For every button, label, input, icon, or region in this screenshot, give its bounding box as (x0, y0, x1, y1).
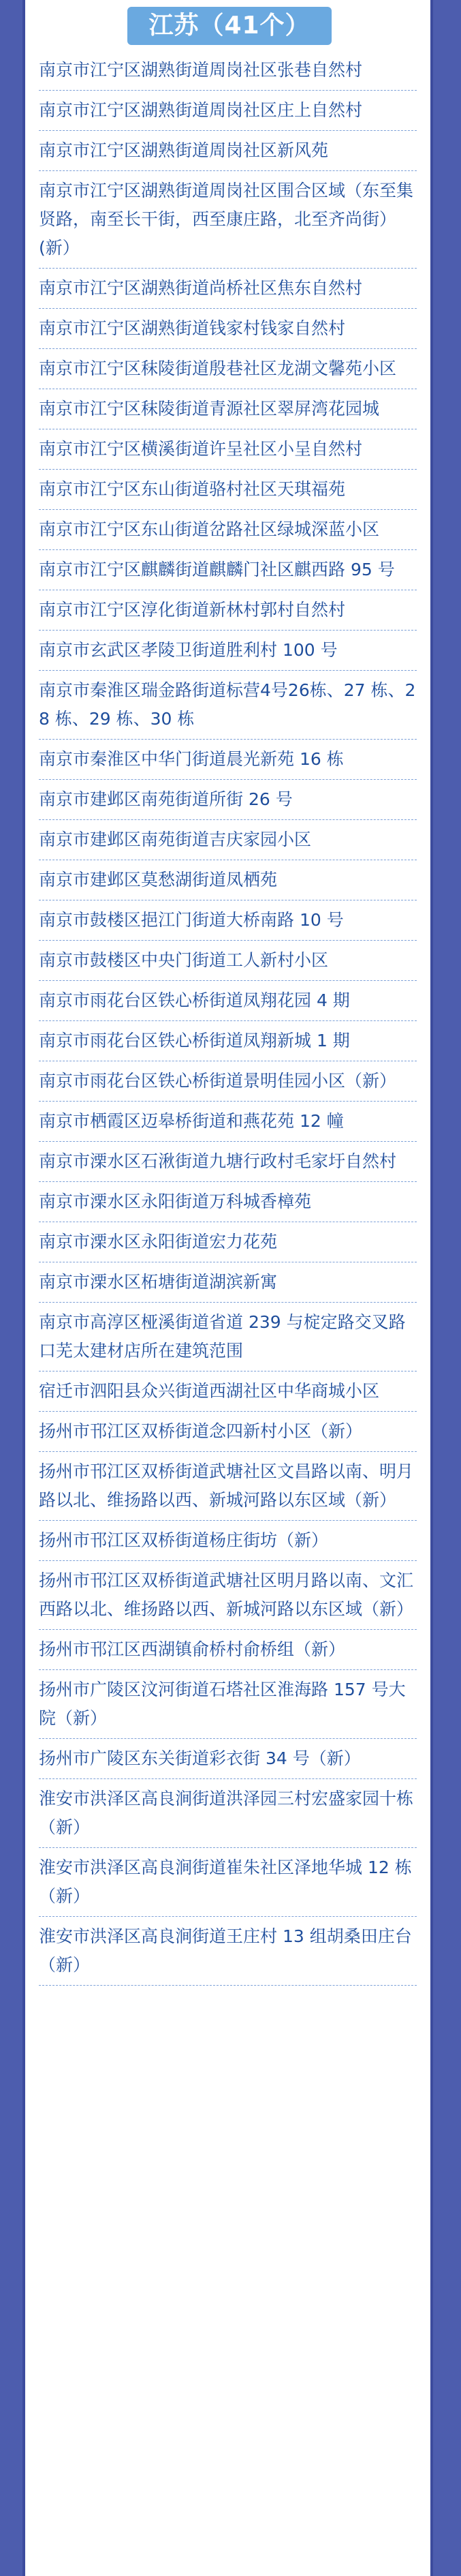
list-item: 南京市雨花台区铁心桥街道凤翔花园 4 期 (39, 981, 417, 1021)
list-item: 南京市江宁区湖熟街道周岗社区张巷自然村 (39, 50, 417, 91)
list-item: 扬州市邗江区西湖镇俞桥村俞桥组（新） (39, 1630, 417, 1670)
list-item: 南京市江宁区秣陵街道青源社区翠屏湾花园城 (39, 389, 417, 429)
section-title: 江苏（41个） (127, 7, 332, 45)
list-item: 宿迁市泗阳县众兴街道西湖社区中华商城小区 (39, 1372, 417, 1412)
list-item: 南京市鼓楼区中央门街道工人新村小区 (39, 941, 417, 981)
list-item: 扬州市广陵区汶河街道石塔社区淮海路 157 号大院（新） (39, 1670, 417, 1739)
list-item: 南京市秦淮区瑞金路街道标营4号26栋、27 栋、28 栋、29 栋、30 栋 (39, 671, 417, 740)
list-item: 南京市江宁区湖熟街道尚桥社区焦东自然村 (39, 269, 417, 309)
area-list (39, 50, 417, 1986)
list-item: 南京市江宁区横溪街道许呈社区小呈自然村 (39, 429, 417, 470)
list-item: 扬州市广陵区东关街道彩衣街 34 号（新） (39, 1739, 417, 1779)
list-item: 南京市高淳区桠溪街道省道 239 与椗定路交叉路口芜太建材店所在建筑范围 (39, 1303, 417, 1372)
list-item: 扬州市邗江区双桥街道杨庄街坊（新） (39, 1521, 417, 1561)
list-item: 南京市江宁区秣陵街道殷巷社区龙湖文馨苑小区 (39, 349, 417, 389)
list-item: 南京市溧水区永阳街道万科城香樟苑 (39, 1182, 417, 1222)
list-item: 南京市秦淮区中华门街道晨光新苑 16 栋 (39, 740, 417, 780)
list-item: 淮安市洪泽区高良涧街道王庄村 13 组胡桑田庄台（新） (39, 1917, 417, 1986)
list-item: 南京市雨花台区铁心桥街道凤翔新城 1 期 (39, 1021, 417, 1061)
list-item: 南京市溧水区柘塘街道湖滨新寓 (39, 1262, 417, 1303)
list-item: 南京市江宁区湖熟街道周岗社区庄上自然村 (39, 91, 417, 131)
list-item: 南京市江宁区麒麟街道麒麟门社区麒西路 95 号 (39, 550, 417, 590)
list-item: 南京市玄武区孝陵卫街道胜利村 100 号 (39, 631, 417, 671)
list-item: 淮安市洪泽区高良涧街道洪泽园三村宏盛家园十栋（新） (39, 1779, 417, 1848)
list-item: 扬州市邗江区双桥街道武塘社区明月路以南、文汇西路以北、维扬路以西、新城河路以东区域（新） (39, 1561, 417, 1630)
list-item: 扬州市邗江区双桥街道念四新村小区（新） (39, 1412, 417, 1452)
list-item: 南京市溧水区石湫街道九塘行政村毛家圩自然村 (39, 1142, 417, 1182)
list-item: 南京市江宁区湖熟街道周岗社区围合区域（东至集贤路，南至长干街，西至康庄路，北至齐尚街）(新） (39, 171, 417, 269)
list-item: 南京市江宁区东山街道骆村社区天琪福苑 (39, 470, 417, 510)
header (25, 0, 430, 50)
list-item: 淮安市洪泽区高良涧街道崔朱社区泽地华城 12 栋（新） (39, 1848, 417, 1917)
list-item: 南京市建邺区南苑街道所街 26 号 (39, 780, 417, 820)
list-item: 南京市江宁区湖熟街道钱家村钱家自然村 (39, 309, 417, 349)
list-item: 扬州市邗江区双桥街道武塘社区文昌路以南、明月路以北、维扬路以西、新城河路以东区域（新） (39, 1452, 417, 1521)
list-item: 南京市江宁区淳化街道新林村郭村自然村 (39, 590, 417, 631)
list-item: 南京市江宁区湖熟街道周岗社区新风苑 (39, 131, 417, 171)
list-item: 南京市建邺区南苑街道吉庆家园小区 (39, 820, 417, 860)
list-item: 南京市建邺区莫愁湖街道凤栖苑 (39, 860, 417, 900)
list-item: 南京市鼓楼区挹江门街道大桥南路 10 号 (39, 900, 417, 941)
list-item: 南京市雨花台区铁心桥街道景明佳园小区（新） (39, 1061, 417, 1102)
list-item: 南京市江宁区东山街道岔路社区绿城深蓝小区 (39, 510, 417, 550)
list-item: 南京市栖霞区迈皋桥街道和燕花苑 12 幢 (39, 1102, 417, 1142)
list-item: 南京市溧水区永阳街道宏力花苑 (39, 1222, 417, 1262)
content-panel (22, 0, 433, 2576)
